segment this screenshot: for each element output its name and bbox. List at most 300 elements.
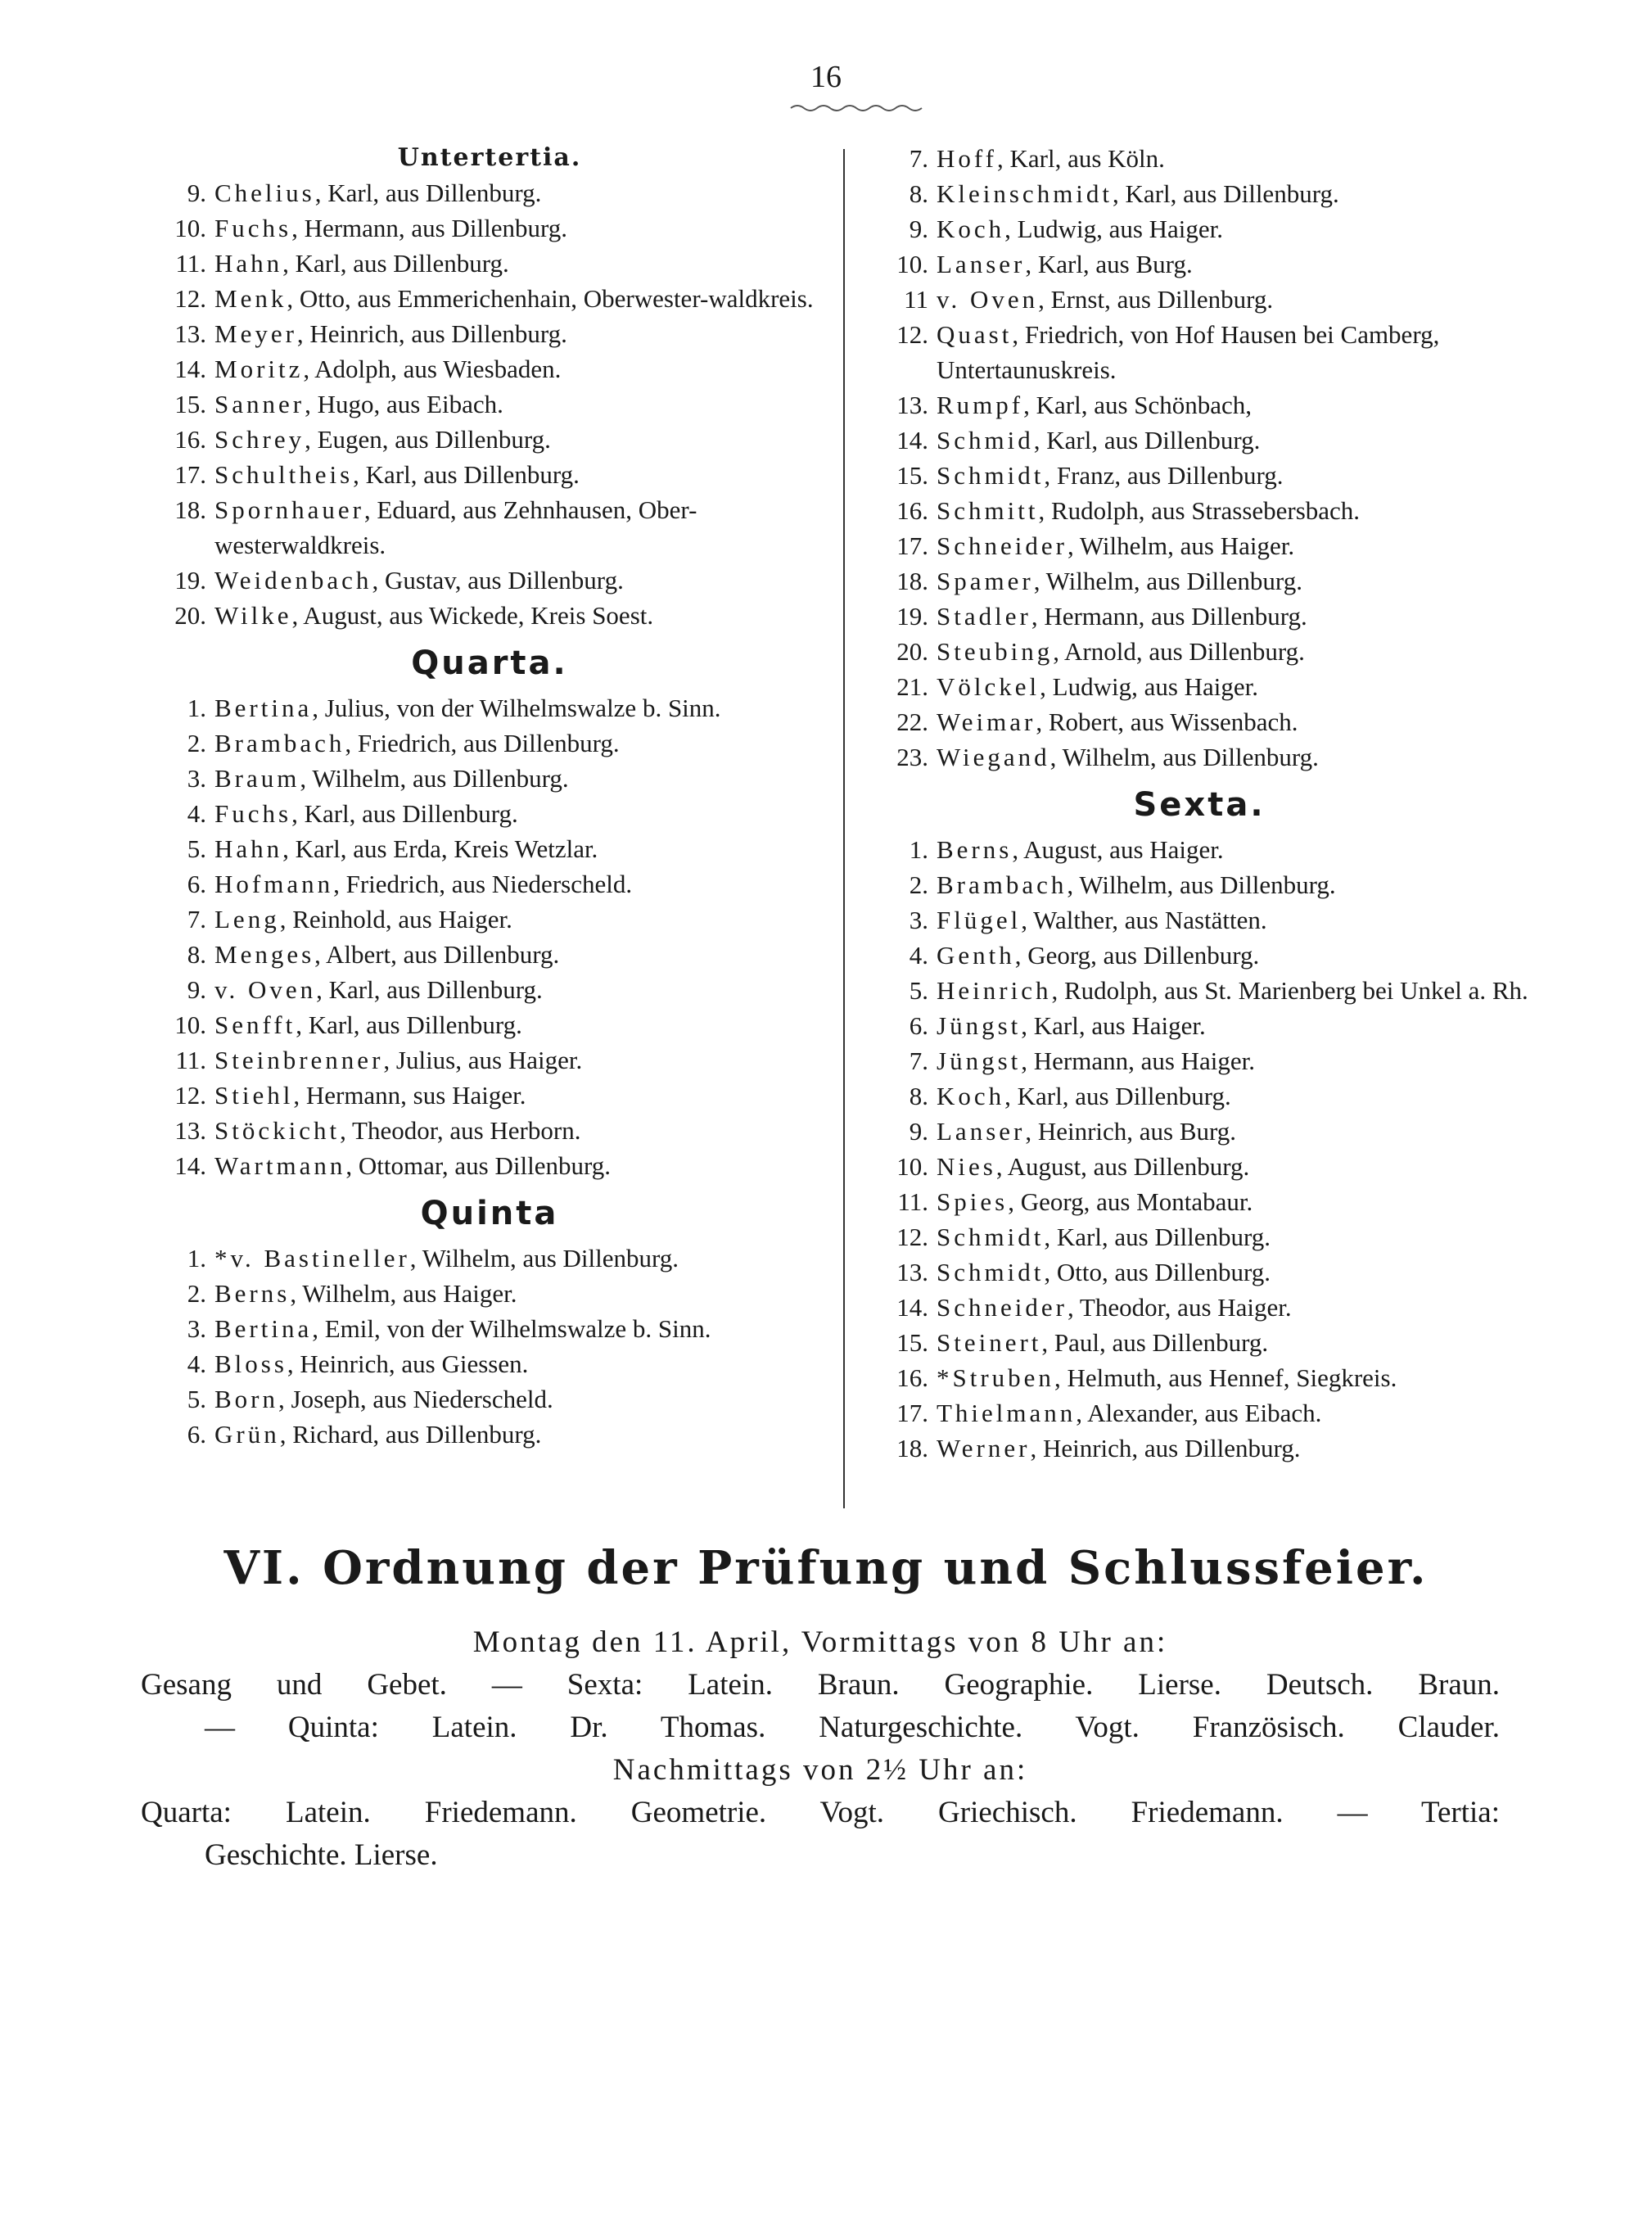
student-surname: Steinbrenner bbox=[214, 1046, 384, 1074]
entry-text bbox=[937, 282, 1531, 317]
student-surname: Chelius bbox=[214, 179, 315, 207]
entry-number: 10. bbox=[174, 214, 206, 242]
entry-number: 19. bbox=[896, 602, 928, 631]
entry-text bbox=[937, 1395, 1531, 1431]
student-surname: Steinert bbox=[937, 1328, 1042, 1357]
student-surname: *Struben bbox=[937, 1363, 1054, 1392]
entry-number: 5. bbox=[187, 834, 206, 863]
entry-number: 14. bbox=[174, 355, 206, 383]
entry-text bbox=[214, 1042, 833, 1078]
quinta-heading: Quinta bbox=[420, 1195, 559, 1232]
entry-text bbox=[214, 563, 833, 598]
student-surname: Schmidt bbox=[937, 461, 1045, 490]
entry-number: 1. bbox=[909, 835, 928, 864]
entry-number: 12. bbox=[896, 1223, 928, 1251]
entry-number: 1. bbox=[187, 694, 206, 722]
entry-number: 8. bbox=[909, 179, 928, 208]
student-details: , Helmuth, aus Hennef, Siegkreis. bbox=[1054, 1363, 1397, 1392]
student-entry bbox=[146, 1346, 833, 1381]
student-surname: Sanner bbox=[214, 390, 305, 418]
entry-number: 15. bbox=[896, 461, 928, 490]
untertertia-list bbox=[146, 175, 833, 633]
student-details: , Richard, aus Dillenburg. bbox=[279, 1420, 542, 1449]
entry-number: 15. bbox=[896, 1328, 928, 1357]
entry-text bbox=[937, 458, 1531, 493]
student-surname: Koch bbox=[937, 1082, 1005, 1110]
student-entry bbox=[146, 563, 833, 598]
entry-number: 14. bbox=[896, 426, 928, 454]
student-entry bbox=[146, 761, 833, 796]
student-entry bbox=[868, 599, 1531, 634]
student-entry bbox=[868, 423, 1531, 458]
entry-text bbox=[214, 1381, 833, 1417]
entry-text bbox=[937, 973, 1531, 1008]
student-surname: Werner bbox=[937, 1434, 1031, 1462]
student-details: , Wilhelm, aus Dillenburg. bbox=[1033, 567, 1302, 595]
entry-text bbox=[937, 704, 1531, 739]
student-details: , Hermann, aus Dillenburg. bbox=[1031, 602, 1307, 631]
student-surname: Stiehl bbox=[214, 1081, 294, 1110]
student-details: , Walther, aus Nastätten. bbox=[1021, 906, 1267, 934]
entry-text bbox=[214, 281, 833, 316]
student-entry bbox=[146, 866, 833, 902]
student-details: , Reinhold, aus Haiger. bbox=[279, 905, 512, 933]
student-surname: v. Oven bbox=[214, 975, 317, 1004]
entry-text bbox=[214, 175, 833, 210]
entry-text bbox=[214, 386, 833, 422]
entry-text bbox=[937, 669, 1531, 704]
entry-number: 7. bbox=[909, 144, 928, 173]
student-entry bbox=[146, 1311, 833, 1346]
student-entry bbox=[868, 317, 1531, 387]
entry-text bbox=[214, 1241, 833, 1276]
entry-number: 23. bbox=[896, 743, 928, 771]
quarta-heading: Quarta. bbox=[411, 644, 568, 682]
student-surname: Koch bbox=[937, 215, 1005, 243]
entry-text bbox=[214, 1346, 833, 1381]
student-surname: Bloss bbox=[214, 1349, 287, 1378]
student-details: , Julius, aus Haiger. bbox=[383, 1046, 583, 1074]
entry-text bbox=[214, 1417, 833, 1452]
entry-number: 21. bbox=[896, 672, 928, 701]
student-entry bbox=[868, 563, 1531, 599]
student-entry bbox=[868, 1219, 1531, 1254]
entry-number: 4. bbox=[187, 1349, 206, 1378]
entry-text bbox=[214, 761, 833, 796]
entry-text bbox=[214, 902, 833, 937]
entry-number: 13. bbox=[174, 1116, 206, 1145]
student-entry bbox=[146, 796, 833, 831]
entry-text bbox=[214, 1078, 833, 1113]
student-details: , Robert, aus Wissenbach. bbox=[1036, 707, 1298, 736]
student-entry bbox=[868, 493, 1531, 528]
entry-text bbox=[937, 1043, 1531, 1078]
student-entry bbox=[146, 690, 833, 726]
student-surname: Menk bbox=[214, 284, 287, 313]
student-details: , Heinrich, aus Dillenburg. bbox=[296, 319, 567, 348]
entry-number: 20. bbox=[896, 637, 928, 666]
entry-number: 18. bbox=[896, 567, 928, 595]
entry-number: 11 bbox=[904, 285, 928, 314]
student-details: , Karl, aus Haiger. bbox=[1021, 1011, 1206, 1040]
student-entry bbox=[868, 867, 1531, 902]
student-details: , August, aus Wickede, Kreis Soest. bbox=[291, 601, 654, 630]
student-entry bbox=[146, 937, 833, 972]
entry-text bbox=[214, 210, 833, 246]
entry-text bbox=[214, 1276, 833, 1311]
student-surname: Kleinschmidt bbox=[937, 179, 1113, 208]
student-surname: Thielmann bbox=[937, 1399, 1077, 1427]
entry-number: 19. bbox=[174, 566, 206, 594]
entry-text bbox=[214, 492, 833, 563]
entry-number: 3. bbox=[187, 764, 206, 793]
entry-number: 10. bbox=[896, 1152, 928, 1181]
student-details: , Georg, aus Dillenburg. bbox=[1014, 941, 1260, 970]
afternoon-heading: Nachmittags von 2½ Uhr an: bbox=[612, 1753, 1028, 1787]
student-surname: Weidenbach bbox=[214, 566, 372, 594]
student-details: , Gustav, aus Dillenburg. bbox=[372, 566, 624, 594]
entry-number: 6. bbox=[909, 1011, 928, 1040]
student-details: , Theodor, aus Haiger. bbox=[1067, 1293, 1292, 1322]
entry-number: 10. bbox=[174, 1010, 206, 1039]
student-details: , Friedrich, aus Niederscheld. bbox=[333, 870, 633, 898]
student-surname: Braum bbox=[214, 764, 300, 793]
student-details: , Georg, aus Montabaur. bbox=[1008, 1187, 1253, 1216]
entry-number: 7. bbox=[909, 1046, 928, 1075]
entry-text bbox=[937, 1360, 1531, 1395]
entry-text bbox=[214, 831, 833, 866]
student-details: , Otto, aus Dillenburg. bbox=[1044, 1258, 1271, 1286]
entry-number: 10. bbox=[896, 250, 928, 278]
quinta-list-left bbox=[146, 1241, 833, 1452]
right-column bbox=[868, 141, 1531, 1466]
student-entry bbox=[868, 141, 1531, 176]
student-surname: Schneider bbox=[937, 1293, 1067, 1322]
student-surname: Hahn bbox=[214, 249, 283, 278]
student-details: , August, aus Haiger. bbox=[1012, 835, 1224, 864]
student-surname: Spornhauer bbox=[214, 495, 364, 524]
entry-number: 6. bbox=[187, 870, 206, 898]
student-surname: Wiegand bbox=[937, 743, 1050, 771]
entry-text bbox=[214, 972, 833, 1007]
student-entry bbox=[146, 831, 833, 866]
student-surname: Rumpf bbox=[937, 391, 1024, 419]
entry-text bbox=[214, 796, 833, 831]
student-details: , Albert, aus Dillenburg. bbox=[314, 940, 560, 969]
student-details: , Julius, von der Wilhelmswalze b. Sinn. bbox=[312, 694, 721, 722]
quarta-list bbox=[146, 690, 833, 1183]
student-surname: Brambach bbox=[214, 729, 345, 757]
entry-number: 13. bbox=[896, 1258, 928, 1286]
student-entry bbox=[868, 1395, 1531, 1431]
student-surname: Bertina bbox=[214, 1314, 313, 1343]
entry-number: 1. bbox=[187, 1244, 206, 1272]
morning-line-2: — Quinta: Latein. Dr. Thomas. Naturgeschichte. Vogt. Französisch. Clauder. bbox=[205, 1711, 1500, 1744]
morning-line-1: Gesang und Gebet. — Sexta: Latein. Braun. Geographie. Lierse. Deutsch. Braun. bbox=[141, 1668, 1500, 1702]
student-entry bbox=[146, 1276, 833, 1311]
student-details: , Heinrich, aus Giessen. bbox=[287, 1349, 529, 1378]
student-surname: Spies bbox=[937, 1187, 1009, 1216]
student-details: , Karl, aus Dillenburg. bbox=[1044, 1223, 1271, 1251]
student-surname: Grün bbox=[214, 1420, 280, 1449]
entry-text bbox=[937, 493, 1531, 528]
student-details: , Karl, aus Dillenburg. bbox=[1033, 426, 1261, 454]
entry-number: 9. bbox=[909, 215, 928, 243]
page-number-ornament bbox=[789, 102, 928, 111]
student-entry bbox=[146, 246, 833, 281]
entry-number: 2. bbox=[909, 870, 928, 899]
entry-number: 16. bbox=[896, 496, 928, 525]
student-surname: Fuchs bbox=[214, 214, 292, 242]
student-details: , Ernst, aus Dillenburg. bbox=[1038, 285, 1274, 314]
student-surname: Stöckicht bbox=[214, 1116, 341, 1145]
entry-text bbox=[214, 866, 833, 902]
student-entry bbox=[146, 598, 833, 633]
entry-text bbox=[214, 351, 833, 386]
entry-number: 2. bbox=[187, 1279, 206, 1308]
entry-text bbox=[214, 598, 833, 633]
student-entry bbox=[146, 386, 833, 422]
student-surname: Bertina bbox=[214, 694, 313, 722]
student-details: , Hermann, aus Haiger. bbox=[1021, 1046, 1256, 1075]
student-details: , Wilhelm, aus Dillenburg. bbox=[1067, 870, 1336, 899]
entry-text bbox=[937, 1219, 1531, 1254]
student-surname: Schmidt bbox=[937, 1223, 1045, 1251]
student-details: , Karl, aus Burg. bbox=[1025, 250, 1193, 278]
student-entry bbox=[146, 457, 833, 492]
afternoon-line-1: Quarta: Latein. Friedemann. Geometrie. Vogt. Griechisch. Friedemann. — Tertia: bbox=[141, 1796, 1500, 1829]
entry-text bbox=[214, 937, 833, 972]
entry-text bbox=[214, 457, 833, 492]
entry-number: 8. bbox=[187, 940, 206, 969]
entry-text bbox=[214, 422, 833, 457]
student-entry bbox=[868, 739, 1531, 775]
student-entry bbox=[146, 1078, 833, 1113]
entry-text bbox=[214, 1113, 833, 1148]
student-entry bbox=[146, 1007, 833, 1042]
entry-text bbox=[937, 1254, 1531, 1290]
quinta-list-right bbox=[868, 141, 1531, 775]
student-entry bbox=[868, 176, 1531, 211]
student-surname: Schmitt bbox=[937, 496, 1039, 525]
student-entry bbox=[868, 1325, 1531, 1360]
student-surname: Berns bbox=[937, 835, 1013, 864]
student-details: , Karl, aus Dillenburg. bbox=[314, 179, 542, 207]
student-surname: Genth bbox=[937, 941, 1015, 970]
student-details: , Ottomar, aus Dillenburg. bbox=[345, 1151, 611, 1180]
student-details: , Friedrich, von Hof Hausen bei Camberg, Untertaunuskreis. bbox=[937, 320, 1440, 384]
student-entry bbox=[146, 1241, 833, 1276]
student-entry bbox=[868, 902, 1531, 938]
entry-text bbox=[214, 1148, 833, 1183]
entry-number: 4. bbox=[909, 941, 928, 970]
student-details: , Joseph, aus Niederscheld. bbox=[278, 1385, 553, 1413]
student-surname: Schrey bbox=[214, 425, 305, 454]
entry-number: 12. bbox=[896, 320, 928, 349]
student-details: , Otto, aus Emmerichenhain, Oberwester-waldkreis. bbox=[287, 284, 814, 313]
entry-text bbox=[214, 246, 833, 281]
entry-number: 16. bbox=[174, 425, 206, 454]
student-details: , Karl, aus Erda, Kreis Wetzlar. bbox=[282, 834, 598, 863]
entry-text bbox=[937, 176, 1531, 211]
student-details: , Karl, aus Dillenburg. bbox=[291, 799, 518, 828]
entry-text bbox=[937, 902, 1531, 938]
entry-number: 15. bbox=[174, 390, 206, 418]
column-divider bbox=[843, 149, 845, 1508]
student-details: , Karl, aus Dillenburg. bbox=[282, 249, 509, 278]
section-vi-title: VI. Ordnung der Prüfung und Schlussfeier. bbox=[223, 1541, 1429, 1595]
entry-text bbox=[937, 1431, 1531, 1466]
entry-number: 9. bbox=[187, 179, 206, 207]
student-surname: Hofmann bbox=[214, 870, 334, 898]
student-entry bbox=[146, 1381, 833, 1417]
student-entry bbox=[146, 1042, 833, 1078]
student-details: , Karl, aus Köln. bbox=[996, 144, 1165, 173]
student-entry bbox=[868, 246, 1531, 282]
student-entry bbox=[868, 704, 1531, 739]
student-surname: Weimar bbox=[937, 707, 1036, 736]
student-details: , Wilhelm, aus Haiger. bbox=[1067, 531, 1295, 560]
entry-text bbox=[937, 1008, 1531, 1043]
entry-text bbox=[937, 141, 1531, 176]
entry-number: 18. bbox=[174, 495, 206, 524]
student-surname: Lanser bbox=[937, 1117, 1026, 1146]
entry-number: 17. bbox=[174, 460, 206, 489]
entry-text bbox=[937, 1149, 1531, 1184]
student-details: , Arnold, aus Dillenburg. bbox=[1053, 637, 1305, 666]
student-entry bbox=[868, 1360, 1531, 1395]
entry-number: 17. bbox=[896, 1399, 928, 1427]
entry-number: 12. bbox=[174, 1081, 206, 1110]
student-entry bbox=[146, 726, 833, 761]
student-details: , Karl, aus Schönbach, bbox=[1023, 391, 1253, 419]
student-surname: Jüngst bbox=[937, 1046, 1022, 1075]
student-details: , August, aus Dillenburg. bbox=[995, 1152, 1250, 1181]
student-entry bbox=[146, 1113, 833, 1148]
student-surname: Steubing bbox=[937, 637, 1054, 666]
student-entry bbox=[868, 1078, 1531, 1114]
entry-number: 20. bbox=[174, 601, 206, 630]
student-details: , Karl, aus Dillenburg. bbox=[1113, 179, 1339, 208]
student-details: , Wilhelm, aus Dillenburg. bbox=[409, 1244, 679, 1272]
entry-text bbox=[214, 1007, 833, 1042]
entry-number: 4. bbox=[187, 799, 206, 828]
entry-number: 11. bbox=[897, 1187, 928, 1216]
student-details: , Wilhelm, aus Dillenburg. bbox=[1049, 743, 1319, 771]
entry-number: 13. bbox=[896, 391, 928, 419]
entry-number: 3. bbox=[909, 906, 928, 934]
entry-text bbox=[937, 1325, 1531, 1360]
student-details: , Eduard, aus Zehnhausen, Ober-westerwaldkreis. bbox=[214, 495, 697, 559]
student-surname: Quast bbox=[937, 320, 1013, 349]
student-entry bbox=[146, 281, 833, 316]
student-surname: Berns bbox=[214, 1279, 291, 1308]
student-surname: Leng bbox=[214, 905, 280, 933]
student-surname: Stadler bbox=[937, 602, 1031, 631]
untertertia-heading: Untertertia. bbox=[397, 143, 582, 172]
student-surname: Schneider bbox=[937, 531, 1067, 560]
student-entry bbox=[868, 973, 1531, 1008]
entry-number: 9. bbox=[909, 1117, 928, 1146]
entry-number: 7. bbox=[187, 905, 206, 933]
student-entry bbox=[146, 902, 833, 937]
student-details: , Hugo, aus Eibach. bbox=[305, 390, 503, 418]
student-details: , Rudolph, aus St. Marienberg bei Unkel a. Rh. bbox=[1051, 976, 1528, 1005]
entry-text bbox=[937, 563, 1531, 599]
entry-number: 14. bbox=[896, 1293, 928, 1322]
student-surname: *v. Bastineller bbox=[214, 1244, 410, 1272]
entry-text bbox=[214, 1311, 833, 1346]
student-details: , Eugen, aus Dillenburg. bbox=[305, 425, 551, 454]
sexta-heading: Sexta. bbox=[1133, 786, 1266, 824]
entry-number: 11. bbox=[175, 1046, 206, 1074]
student-entry bbox=[146, 351, 833, 386]
sexta-list bbox=[868, 832, 1531, 1466]
entry-text bbox=[214, 316, 833, 351]
student-surname: Heinrich bbox=[937, 976, 1052, 1005]
entry-number: 14. bbox=[174, 1151, 206, 1180]
student-entry bbox=[868, 1008, 1531, 1043]
student-surname: Schmidt bbox=[937, 1258, 1045, 1286]
student-details: , Karl, aus Dillenburg. bbox=[1004, 1082, 1231, 1110]
entry-text bbox=[937, 739, 1531, 775]
student-entry bbox=[868, 211, 1531, 246]
student-entry bbox=[868, 528, 1531, 563]
entry-number: 9. bbox=[187, 975, 206, 1004]
entry-number: 5. bbox=[909, 976, 928, 1005]
student-entry bbox=[146, 1417, 833, 1452]
entry-number: 11. bbox=[175, 249, 206, 278]
entry-text bbox=[214, 726, 833, 761]
student-surname: Brambach bbox=[937, 870, 1067, 899]
student-entry bbox=[868, 634, 1531, 669]
student-entry bbox=[868, 387, 1531, 423]
student-details: , Hermann, sus Haiger. bbox=[293, 1081, 526, 1110]
afternoon-line-2: Geschichte. Lierse. bbox=[205, 1838, 438, 1872]
student-entry bbox=[146, 316, 833, 351]
student-entry bbox=[868, 1149, 1531, 1184]
entry-number: 8. bbox=[909, 1082, 928, 1110]
student-entry bbox=[868, 1043, 1531, 1078]
student-surname: Hoff bbox=[937, 144, 997, 173]
student-details: , Friedrich, aus Dillenburg. bbox=[345, 729, 620, 757]
morning-heading: Montag den 11. April, Vormittags von 8 Uhr an: bbox=[472, 1625, 1168, 1659]
entry-number: 18. bbox=[896, 1434, 928, 1462]
student-surname: Jüngst bbox=[937, 1011, 1022, 1040]
entry-text bbox=[214, 690, 833, 726]
student-details: , Wilhelm, aus Dillenburg. bbox=[300, 764, 569, 793]
student-entry bbox=[868, 282, 1531, 317]
student-details: , Rudolph, aus Strassebersbach. bbox=[1038, 496, 1361, 525]
student-surname: Menges bbox=[214, 940, 315, 969]
student-surname: v. Oven bbox=[937, 285, 1039, 314]
student-details: , Ludwig, aus Haiger. bbox=[1004, 215, 1224, 243]
entry-text bbox=[937, 211, 1531, 246]
entry-number: 3. bbox=[187, 1314, 206, 1343]
student-details: , Ludwig, aus Haiger. bbox=[1040, 672, 1259, 701]
student-details: , Hermann, aus Dillenburg. bbox=[291, 214, 567, 242]
student-surname: Fuchs bbox=[214, 799, 292, 828]
page-number: 16 bbox=[810, 60, 842, 94]
entry-number: 2. bbox=[187, 729, 206, 757]
entry-text bbox=[937, 1290, 1531, 1325]
student-details: , Karl, aus Dillenburg. bbox=[353, 460, 580, 489]
entry-text bbox=[937, 938, 1531, 973]
student-entry bbox=[868, 832, 1531, 867]
entry-text bbox=[937, 1114, 1531, 1149]
entry-text bbox=[937, 599, 1531, 634]
student-surname: Spamer bbox=[937, 567, 1034, 595]
